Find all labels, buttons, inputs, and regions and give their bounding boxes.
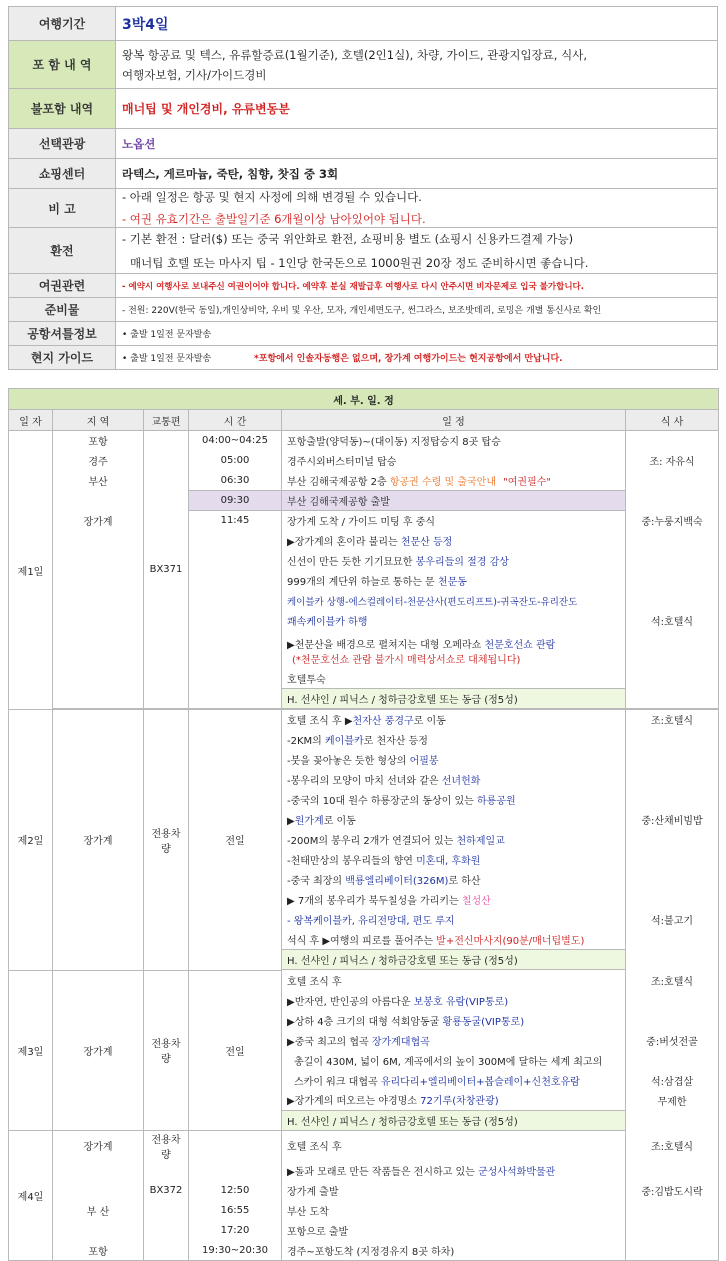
- itinerary-item: [282, 750, 626, 770]
- itinerary-text: 로 하산: [448, 876, 481, 887]
- itinerary-text: -천태만상의 봉우리들의 향연: [287, 856, 417, 867]
- itinerary-item: [282, 471, 626, 491]
- itinerary-item: [282, 1010, 626, 1030]
- time-cell: 09:30: [189, 491, 282, 511]
- itinerary-text: -2KM의: [287, 736, 325, 747]
- itinerary-text: ▶장가계의 혼이라 불리는: [287, 537, 401, 548]
- itinerary-item: 호텔 조식 후: [282, 970, 626, 990]
- optional-value: 노옵션: [116, 129, 718, 159]
- guide-label: 현지 가이드: [9, 346, 116, 370]
- itinerary-text: -붓을 꽂아놓은 듯한 형상의: [287, 756, 410, 767]
- header-time: 시 간: [189, 410, 282, 431]
- itinerary-item: [282, 531, 626, 551]
- remarks-line: - 여권 유효기간은 출발일기준 6개월이상 남아있어야 됩니다.: [122, 212, 426, 226]
- remarks-value: [116, 189, 718, 228]
- itinerary-item: 총길이 430M, 넓이 6M, 계곡에서의 높이 300M에 달하는 세계 최고의: [282, 1050, 626, 1070]
- day-label: 제4일: [9, 1130, 53, 1261]
- itinerary-item: [282, 1030, 626, 1050]
- schedule-table: [8, 388, 719, 1261]
- itinerary-highlight: 케이블카: [325, 736, 364, 747]
- meal-cell: 석:삼겹살: [626, 1070, 719, 1090]
- includes-line: 여행자보험, 기사/가이드경비: [122, 67, 267, 82]
- itinerary-highlight: 72기루(차창관광): [420, 1096, 499, 1108]
- meal-cell: 조: 자유식: [626, 451, 719, 471]
- meal-cell: 석:불고기: [626, 910, 719, 930]
- meal-cell: 석:호텔식: [626, 611, 719, 631]
- area-cell: [53, 491, 144, 511]
- passport-label: 여권관련: [9, 274, 116, 298]
- guide-note: *포항에서 인솔자동행은 없으며, 장가계 여행가이드는 현지공항에서 만납니다.: [254, 354, 563, 364]
- shuttle-label: 공항셔틀정보: [9, 322, 116, 346]
- itinerary-item: [282, 1070, 626, 1090]
- itinerary-item: 장가계 도착 / 가이드 미팅 후 중식: [282, 511, 626, 531]
- itinerary-text: -200M의 봉우리 2개가 연결되어 있는: [287, 836, 457, 847]
- itinerary-item: 쾌속케이블카 하행: [282, 611, 626, 631]
- period-label: 여행기간: [9, 7, 116, 41]
- header-day: 일 자: [9, 410, 53, 431]
- itinerary-text: 스카이 워크 대협곡: [294, 1076, 381, 1088]
- area-cell: 포항: [53, 1241, 144, 1261]
- header-itinerary: 일 정: [282, 410, 626, 431]
- itinerary-item: 장가계 출발: [282, 1181, 626, 1201]
- itinerary-highlight: 칠성산: [461, 896, 491, 907]
- itinerary-text: -중국 최장의: [287, 876, 346, 887]
- meal-cell: [626, 431, 719, 451]
- area-cell: 경주: [53, 451, 144, 471]
- itinerary-item: [282, 730, 626, 750]
- itinerary-highlight: 백룡엘리베이터(326M): [345, 876, 449, 887]
- itinerary-text: 석식 후 ▶여행의 피로를 풀어주는: [287, 935, 437, 947]
- itinerary-highlight: 천자산 풍경구: [352, 716, 414, 728]
- guide-text: • 출발 1일전 문자발송: [122, 354, 212, 364]
- time-cell: 05:00: [189, 451, 282, 471]
- itinerary-highlight: 천문산 등정: [400, 537, 453, 548]
- day-label: 제3일: [9, 970, 53, 1130]
- meal-cell: [626, 491, 719, 511]
- itinerary-highlight: 천문호선쇼 관람: [484, 639, 556, 651]
- itinerary-highlight: 천하제일교: [456, 836, 505, 847]
- time-cell: 12:50: [189, 1181, 282, 1201]
- itinerary-text: ▶장가계의 떠오르는 야경명소: [287, 1096, 421, 1108]
- itinerary-highlight: 봉우리들의 절경 감상: [415, 557, 509, 568]
- itinerary-text: 로 천자산 등정: [363, 736, 428, 747]
- period-text: 3박4일: [122, 16, 169, 33]
- meal-cell: 무제한: [626, 1090, 719, 1110]
- flight-cell: BX371: [144, 431, 189, 709]
- itinerary-item: 호텔 조식 후: [282, 1130, 626, 1161]
- time-cell: 17:20: [189, 1221, 282, 1241]
- meal-cell: 조:호텔식: [626, 1130, 719, 1161]
- exchange-line: - 기본 환전 : 달러($) 또는 중국 위안화로 환전, 쇼핑비용 별도 (쇼핑시 신용카드결제 가능): [122, 231, 574, 246]
- hotel-info: H. 선샤인 / 피닉스 / 청하금강호텔 또는 동급 (정5성): [282, 950, 626, 970]
- area-cell: 장가계: [53, 511, 144, 531]
- supplies-value: - 전원: 220V(한국 동일),개인상비약, 우비 및 우산, 모자, 개인세면도구, 썬그라스, 보조밧데리, 로밍은 개별 통신사로 확인: [116, 298, 718, 322]
- time-cell: 전일: [189, 710, 282, 971]
- itinerary-item: 경주시외버스터미널 탑승: [282, 451, 626, 471]
- excludes-label: 불포함 내역: [9, 89, 116, 129]
- supplies-label: 준비물: [9, 298, 116, 322]
- itinerary-highlight: 하룡공원: [476, 796, 516, 807]
- itinerary-item: 부산 도착: [282, 1201, 626, 1221]
- transport-cell: 전용차량: [144, 710, 189, 971]
- area-cell: 장가계: [53, 710, 144, 971]
- itinerary-text: -중국의 10대 원수 하룡장군의 동상이 있는: [287, 796, 477, 807]
- time-cell: 19:30~20:30: [189, 1241, 282, 1261]
- itinerary-highlight: 원가계: [294, 816, 324, 827]
- excludes-value: 매너팁 및 개인경비, 유류변동분: [116, 89, 718, 129]
- itinerary-item: 케이블카 상행-에스컬레이터-천문산사(편도리프트)-귀곡잔도-유리잔도: [282, 591, 626, 611]
- itinerary-highlight: 장가계대협곡: [371, 1036, 430, 1048]
- itinerary-item: [282, 551, 626, 571]
- itinerary-item: [282, 830, 626, 850]
- itinerary-item: [282, 930, 626, 950]
- itinerary-item: 포항출발(양덕동)~(대이동) 지정탑승지 8곳 탑승: [282, 431, 626, 451]
- itinerary-item: [282, 990, 626, 1010]
- itinerary-item: 호텔투숙: [282, 669, 626, 689]
- itinerary-item: 경주~포항도착 (지정경유지 8곳 하차): [282, 1241, 626, 1261]
- schedule-title: 세. 부. 일. 정: [9, 389, 719, 410]
- header-transport: 교통편: [144, 410, 189, 431]
- exchange-value: [116, 228, 718, 274]
- itinerary-highlight: 유리다리+엘리베이터+봅슬레이+신천호유람: [380, 1076, 580, 1088]
- itinerary-item: [282, 890, 626, 910]
- itinerary-text: 호텔 조식 후 ▶: [287, 716, 353, 728]
- hotel-info: H. 선샤인 / 피닉스 / 청하금강호텔 또는 동급 (정5성): [282, 689, 626, 709]
- exchange-label: 환전: [9, 228, 116, 274]
- itinerary-item: [282, 790, 626, 810]
- area-cell: 포항: [53, 431, 144, 451]
- area-cell: 장가계: [53, 970, 144, 1130]
- includes-value: [116, 41, 718, 89]
- itinerary-text: -봉우리의 모양이 마치 선녀와 같은: [287, 776, 442, 787]
- shuttle-value: • 출발 1일전 문자발송: [116, 322, 718, 346]
- itinerary-highlight: 보봉호 유람(VIP통로): [413, 996, 509, 1008]
- meal-cell: 중:버섯전골: [626, 1030, 719, 1050]
- meal-cell: 조:호텔식: [626, 970, 719, 990]
- itinerary-item: [282, 870, 626, 890]
- itinerary-item: [282, 810, 626, 830]
- itinerary-text: ▶ 7개의 봉우리가 북두칠성을 가리키는: [287, 896, 462, 907]
- itinerary-highlight: 발+전신마사지(90분/매너팁별도): [436, 935, 585, 947]
- header-area: 지 역: [53, 410, 144, 431]
- meal-cell: 중:누룽지백숙: [626, 511, 719, 531]
- itinerary-item: [282, 1090, 626, 1110]
- meal-cell: 중:산채비빔밥: [626, 810, 719, 830]
- area-cell: 장가계: [53, 1130, 144, 1161]
- includes-line: 왕복 항공료 및 텍스, 유류할증료(1월기준), 호텔(2인1실), 차량, 가이드, 관광지입장료, 식사,: [122, 47, 587, 62]
- header-meal: 식 사: [626, 410, 719, 431]
- itinerary-item: [282, 770, 626, 790]
- itinerary-item: [282, 1161, 626, 1181]
- itinerary-item: - 왕복케이블카, 유리전망대, 편도 루지: [282, 910, 626, 930]
- meal-cell: 중:김밥도시락: [626, 1181, 719, 1201]
- itinerary-highlight: 미혼대, 후화원: [416, 856, 481, 867]
- guide-value: [116, 346, 718, 370]
- meal-cell: 조:호텔식: [626, 710, 719, 730]
- passport-value: - 예약시 여행사로 보내주신 여권이어야 합니다. 예약후 분실 재발급후 여행사로 다시 안주시면 비자문제로 입국 불가합니다.: [116, 274, 718, 298]
- itinerary-text: 999개의 계단위 하늘로 통하는 문: [287, 577, 438, 588]
- day-label: 제1일: [9, 431, 53, 710]
- itinerary-text: 부산 김해국제공항 2층: [287, 476, 390, 488]
- includes-label: 포 함 내 역: [9, 41, 116, 89]
- time-cell: 06:30: [189, 471, 282, 491]
- day-label: 제2일: [9, 710, 53, 971]
- hotel-info: H. 선샤인 / 피닉스 / 청하금강호텔 또는 동급 (정5성): [282, 1110, 626, 1130]
- itinerary-highlight: "여권필수": [503, 476, 552, 488]
- optional-label: 선택관광: [9, 129, 116, 159]
- itinerary-highlight: 군성사석화박물관: [477, 1167, 556, 1178]
- area-cell: 부산: [53, 471, 144, 491]
- itinerary-text: ▶상하 4층 크기의 대형 석회암동굴: [287, 1016, 443, 1028]
- itinerary-text: 신선이 만든 듯한 기기묘묘한: [287, 557, 416, 568]
- itinerary-highlight: 항공권 수령 및 출국안내: [389, 476, 496, 488]
- shopping-value: 라텍스, 게르마늄, 죽탄, 침향, 찻집 중 3회: [116, 159, 718, 189]
- itinerary-item: 부산 김해국제공항 출발: [282, 491, 626, 511]
- itinerary-highlight: 황룡동굴(VIP통로): [442, 1016, 525, 1028]
- itinerary-text: 로 이동: [413, 716, 446, 728]
- itinerary-item: [282, 631, 626, 651]
- itinerary-highlight: 천문동: [437, 577, 467, 588]
- remarks-line: - 아래 일정은 항공 및 현지 사정에 의해 변경될 수 있습니다.: [122, 190, 422, 204]
- itinerary-highlight: 선녀헌화: [441, 776, 481, 787]
- itinerary-item: [282, 571, 626, 591]
- time-cell: 04:00~04:25: [189, 431, 282, 451]
- flight-cell: BX372: [144, 1181, 189, 1201]
- itinerary-text: ▶돌과 모래로 만든 작품들은 전시하고 있는: [287, 1167, 478, 1178]
- shopping-label: 쇼핑센터: [9, 159, 116, 189]
- itinerary-item: (*천문호선쇼 관람 불가시 매력상서쇼로 대체됩니다): [282, 651, 626, 669]
- itinerary-text: ▶천문산을 배경으로 펼쳐지는 대형 오페라쇼: [287, 639, 485, 651]
- exchange-line: 매너팁 호텔 또는 마사지 팁 - 1인당 한국돈으로 1000원권 20장 정도 준비하시면 좋습니다.: [130, 255, 589, 270]
- itinerary-text: 로 이동: [323, 816, 356, 827]
- itinerary-item: [282, 710, 626, 730]
- time-cell: 전일: [189, 970, 282, 1130]
- info-table: [8, 6, 718, 370]
- itinerary-text: ▶반자연, 반인공의 아름다운: [287, 996, 414, 1008]
- itinerary-item: [282, 850, 626, 870]
- itinerary-text: ▶: [287, 816, 295, 827]
- itinerary-highlight: 어필봉: [409, 756, 439, 767]
- meal-cell: [626, 471, 719, 491]
- time-cell: 16:55: [189, 1201, 282, 1221]
- time-cell: 11:45: [189, 511, 282, 531]
- remarks-label: 비 고: [9, 189, 116, 228]
- period-value: [116, 7, 718, 41]
- itinerary-item: 포항으로 출발: [282, 1221, 626, 1241]
- area-cell: 부 산: [53, 1201, 144, 1221]
- itinerary-text: ▶중국 최고의 협곡: [287, 1036, 372, 1048]
- transport-cell: 전용차량: [144, 1130, 189, 1161]
- transport-cell: 전용차량: [144, 970, 189, 1130]
